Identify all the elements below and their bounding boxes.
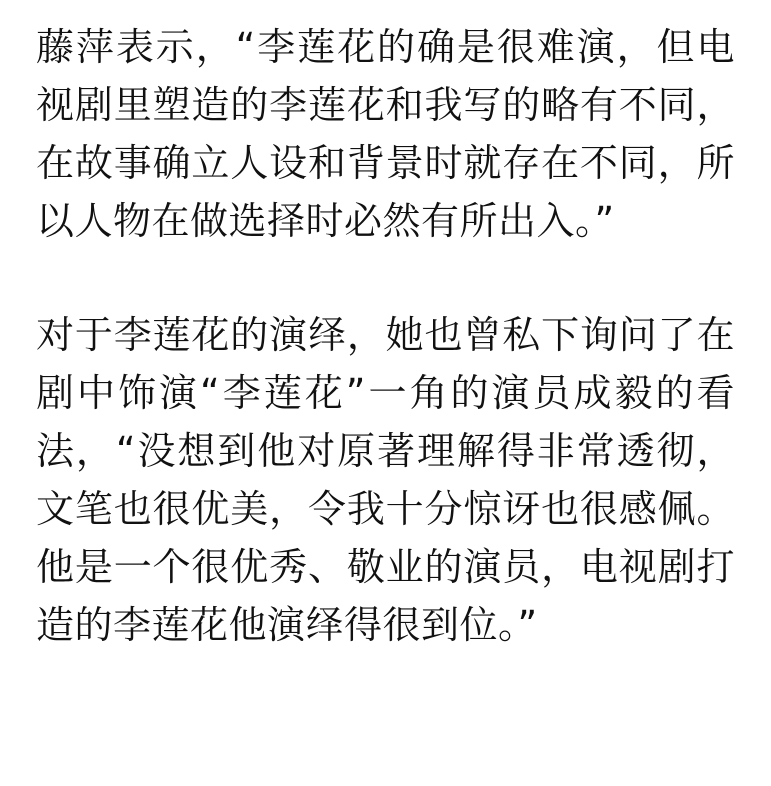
article-paragraph-1: 藤萍表示，“李莲花的确是很难演，但电视剧里塑造的李莲花和我写的略有不同，在故事确立人设和背景时就存在不同，所以人物在做选择时必然有所出入。” [36,25,735,243]
article-paragraph-2: 对于李莲花的演绎，她也曾私下询问了在剧中饰演“李莲花”一角的演员成毅的看法，“没想到他对原著理解得非常透彻，文笔也很优美，令我十分惊讶也很感佩。他是一个很优秀、敬业的演员，电视剧打造的李莲花他演绎得很到位。” [36,313,735,647]
